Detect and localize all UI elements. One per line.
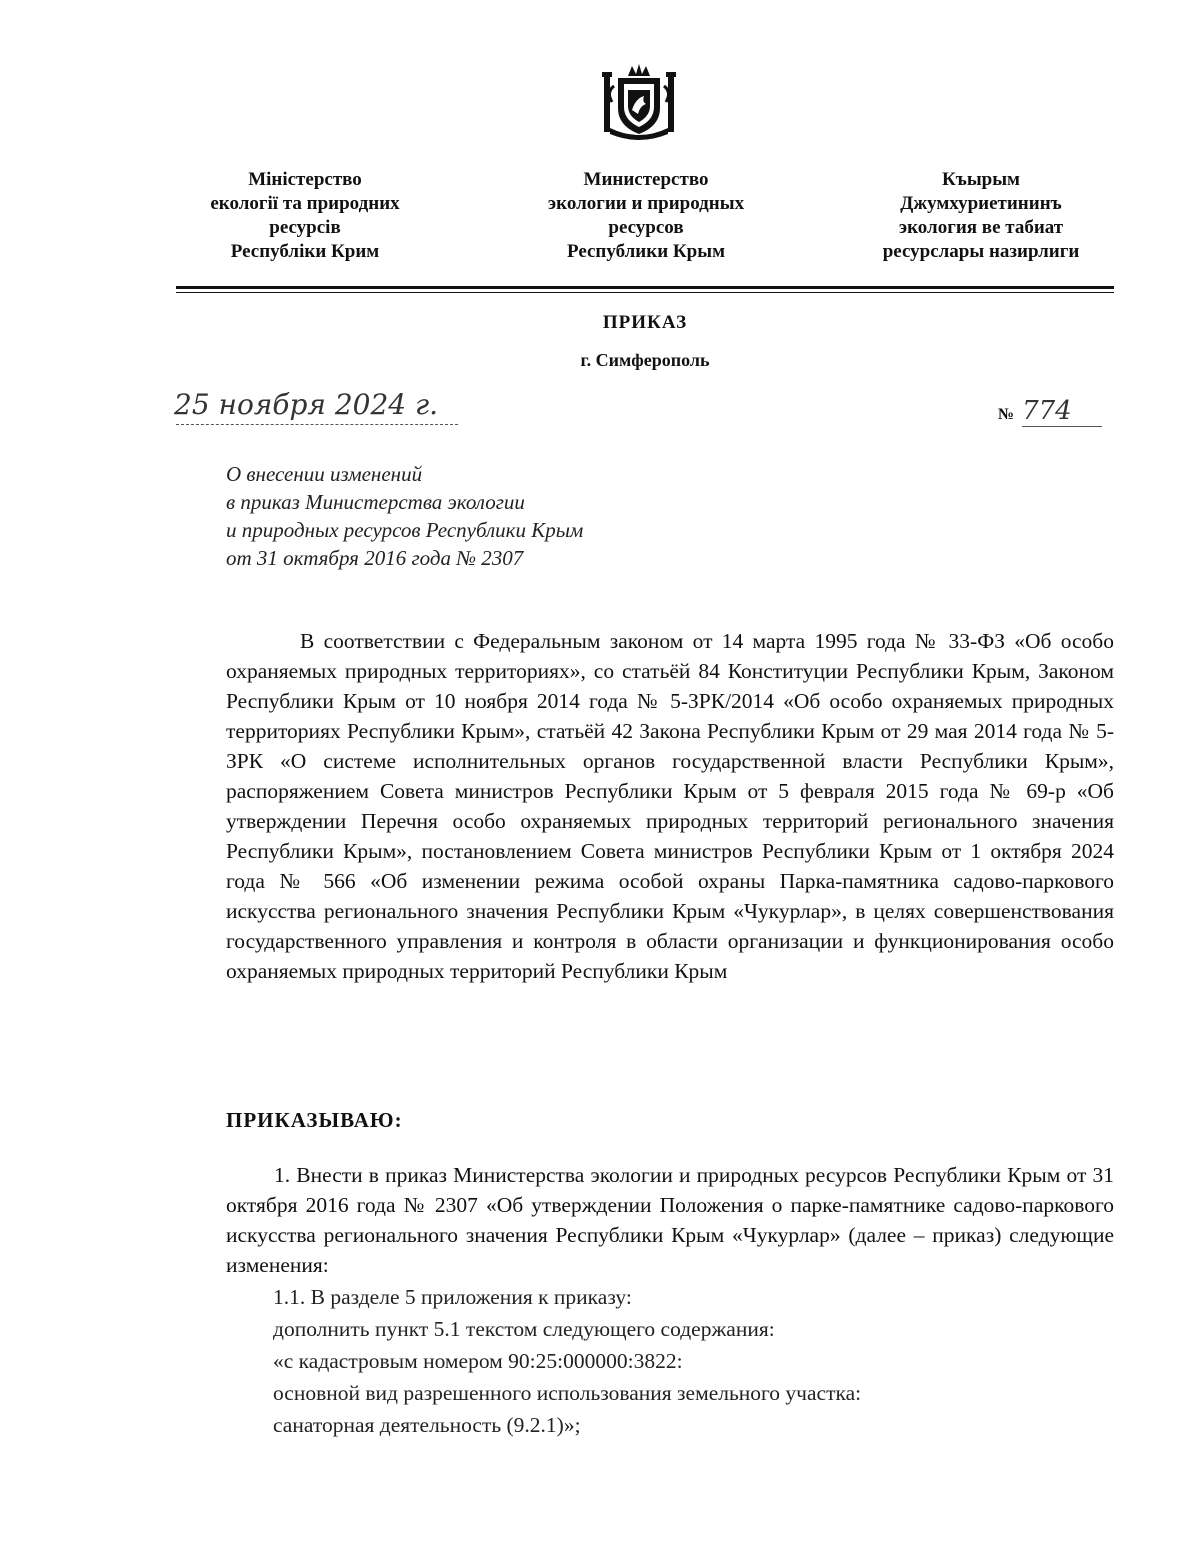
subject-line: и природных ресурсов Республики Крым xyxy=(226,518,584,542)
ministry-name-russian xyxy=(515,168,777,264)
ministry-cr-line: экология ве табиат xyxy=(898,217,1064,238)
document-date: 25 ноября 2024 г. xyxy=(174,388,439,421)
ministry-ua-line: екології та природних xyxy=(210,193,400,214)
date-underline xyxy=(176,424,458,425)
item-1-1-b-line: «с кадастровым номером 90:25:000000:3822: xyxy=(273,1349,683,1373)
ministry-ru-line: Министерство xyxy=(583,169,709,190)
item-1-1-a-line: дополнить пункт 5.1 текстом следующего содержания: xyxy=(273,1317,775,1341)
document-type: ПРИКАЗ xyxy=(602,312,688,333)
header-divider-thin xyxy=(176,292,1114,293)
document-number xyxy=(998,396,1118,427)
ministry-ru-line: Республики Крым xyxy=(566,241,726,262)
subject-line: в приказ Министерства экологии xyxy=(226,490,525,514)
ministry-ua-line: Республіки Крим xyxy=(230,241,380,262)
subject-line: от 31 октября 2016 года № 2307 xyxy=(226,546,524,570)
ministry-name-ukrainian xyxy=(180,168,430,264)
item-1-paragraph: 1. Внести в приказ Министерства экологии и природных ресурсов Республики Крым от 31 октября 2016 года № 2307 «Об утверждении Положения о парке-памятнике садово-паркового искусства регионального значения Республики Крым «Чукурлар» (далее – приказ) следующие изменения: xyxy=(226,1163,1114,1277)
item-1-1-c-line: основной вид разрешенного использования земельного участка: xyxy=(273,1381,862,1405)
document-subject xyxy=(226,460,826,572)
ministry-ua-line: Міністерство xyxy=(248,169,362,190)
ministry-ru-line: ресурсов xyxy=(608,217,684,238)
document-city: г. Симферополь xyxy=(580,350,710,370)
ministry-cr-line: Джумхуриетининъ xyxy=(900,193,1062,214)
ministry-ua-line: ресурсів xyxy=(269,217,341,238)
item-1-1-line: 1.1. В разделе 5 приложения к приказу: xyxy=(273,1285,632,1309)
item-1-1-d-line: санаторная деятельность (9.2.1)»; xyxy=(273,1413,581,1437)
number-label: № xyxy=(998,406,1015,423)
ministry-name-crimean-tatar xyxy=(850,168,1112,264)
subject-line: О внесении изменений xyxy=(226,462,423,486)
ministry-ru-line: экологии и природных xyxy=(547,193,745,214)
number-value: 774 xyxy=(1022,396,1102,427)
ministry-cr-line: ресурслары назирлиги xyxy=(882,241,1080,262)
orders-heading: ПРИКАЗЫВАЮ: xyxy=(226,1108,403,1132)
preamble-paragraph: В соответствии с Федеральным законом от 14 марта 1995 года № 33-ФЗ «Об особо охраняемых природных территориях», со статьёй 84 Конституции Республики Крым, Законом Республики Крым от 10 ноября 2014 года № 5-ЗРК/2014 «Об особо охраняемых природных территориях Республики Крым», статьёй 42 Закона Республики Крым от 29 мая 2014 года № 5-ЗРК «О системе исполнительных органов государственной власти Республики Крым», распоряжением Совета министров Республики Крым от 5 февраля 2015 года № 69-р «Об утверждении Перечня особо охраняемых природных территорий регионального значения Республики Крым», постановлением Совета министров Республики Крым от 1 октября 2024 года № 566 «Об изменении режима особой охраны Парка-памятника садово-паркового искусства регионального значения Республики Крым «Чукурлар», в целях совершенствования государственного управления и контроля в области организации и функционирования особо охраняемых природных территорий Республики Крым xyxy=(226,629,1114,983)
crimea-coat-of-arms-icon xyxy=(598,62,680,144)
header-divider-thick xyxy=(176,286,1114,289)
ministry-cr-line: Къырым xyxy=(941,169,1021,190)
